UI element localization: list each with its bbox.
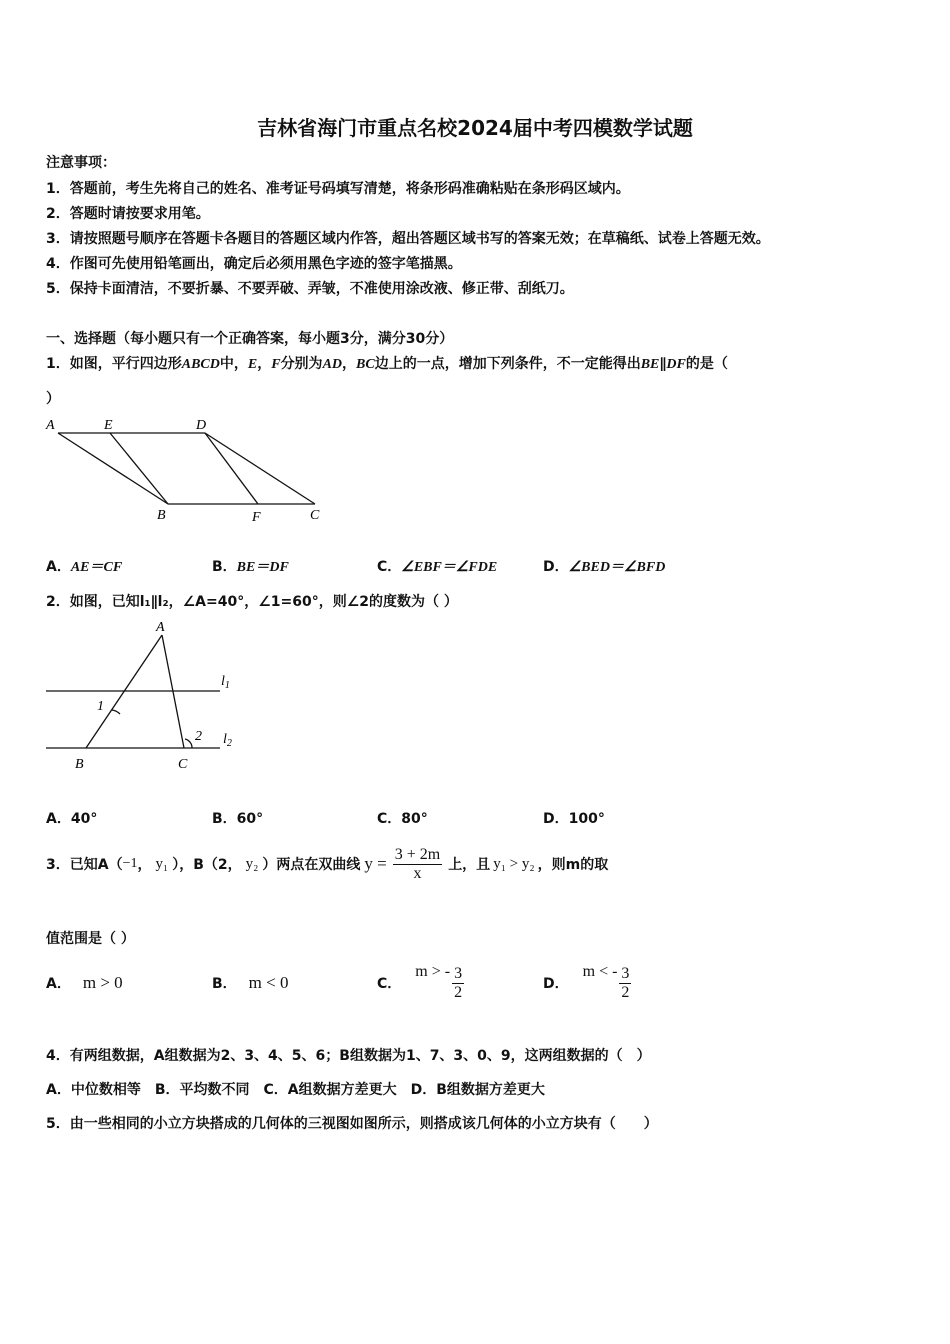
q5-stem: 5．由一些相同的小立方块搭成的几何体的三视图如图所示，则搭成该几何体的小立方块有（ ） bbox=[46, 1116, 658, 1132]
notice-item-3: 3．请按照题号顺序在答题卡各题目的答题区域内作答，超出答题区域书写的答案无效；在草稿纸、试卷上答题无效。 bbox=[46, 231, 770, 247]
q2-parallel-lines-figure bbox=[40, 615, 250, 775]
label-angle-2: 2 bbox=[195, 729, 202, 744]
notice-heading: 注意事项： bbox=[46, 155, 116, 171]
q1-option-d[interactable]: D．∠BED＝∠BFD bbox=[543, 559, 666, 575]
label-c: C bbox=[178, 757, 188, 772]
q4-stem: 4．有两组数据，A组数据为2、3、4、5、6；B组数据为1、7、3、0、9，这两组数据的（ ） bbox=[46, 1048, 651, 1064]
q3-option-b[interactable]: B． m < 0 bbox=[212, 973, 289, 992]
q1-stem: 1．如图，平行四边形ABCD中，E，F分别为AD，BC边上的一点，增加下列条件，不一定能得出BE∥DF的是（ bbox=[46, 356, 728, 372]
q4-options[interactable]: A．中位数相等 B．平均数不同 C．A组数据方差更大 D．B组数据方差更大 bbox=[46, 1082, 545, 1098]
q1-option-a[interactable]: A．AE＝CF bbox=[46, 559, 123, 575]
notice-item-2: 2．答题时请按要求用笔。 bbox=[46, 206, 210, 222]
label-f: F bbox=[252, 510, 261, 525]
q3-option-d[interactable]: D． m < - $\frac{3}{2}$ bbox=[543, 963, 630, 1001]
q3-stem: 3．已知A（ −1 ， y₁ ），B（2， y₂ ）两点在双曲线 y = $\frac{3 + 2m}{x}$ 上，且 y₁ > y₂ ，则m的取 bbox=[46, 845, 609, 882]
segment-ab bbox=[58, 433, 168, 504]
q2-option-b[interactable]: B．60° bbox=[212, 811, 264, 827]
q1-option-c[interactable]: C．∠EBF＝∠FDE bbox=[377, 559, 498, 575]
label-b: B bbox=[157, 508, 166, 523]
label-l1: $l_1$ bbox=[221, 674, 230, 691]
q1-option-b[interactable]: B．BE＝DF bbox=[212, 559, 289, 575]
label-c: C bbox=[310, 508, 320, 523]
q3-stem-line2: 值范围是（ ） bbox=[46, 931, 135, 947]
label-l2: $l_2$ bbox=[223, 732, 232, 749]
label-d: D bbox=[196, 418, 207, 433]
segment-dc bbox=[205, 433, 315, 504]
q1-parallelogram-figure bbox=[40, 412, 340, 530]
q2-option-c[interactable]: C．80° bbox=[377, 811, 428, 827]
page-title: 吉林省海门市重点名校2024届中考四模数学试题 bbox=[257, 116, 693, 140]
notice-item-5: 5．保持卡面清洁，不要折暴、不要弄破、弄皱，不准使用涂改液、修正带、刮纸刀。 bbox=[46, 281, 574, 297]
q2-stem: 2．如图，已知l₁∥l₂，∠A=40°，∠1=60°，则∠2的度数为（ ） bbox=[46, 594, 458, 610]
segment-be bbox=[110, 433, 168, 504]
label-e: E bbox=[104, 418, 113, 433]
label-angle-1: 1 bbox=[97, 699, 104, 714]
section-heading: 一、选择题（每小题只有一个正确答案，每小题3分，满分30分） bbox=[46, 331, 454, 347]
label-b: B bbox=[75, 757, 84, 772]
q3-option-a[interactable]: A． m > 0 bbox=[46, 973, 123, 992]
label-a: A bbox=[156, 620, 165, 635]
notice-item-1: 1．答题前，考生先将自己的姓名、准考证号码填写清楚，将条形码准确粘贴在条形码区域内。 bbox=[46, 181, 630, 197]
segment-df bbox=[205, 433, 258, 504]
q3-equation-lhs: y = bbox=[364, 854, 387, 873]
q3-equation-fraction: $\frac{3 + 2m}{x}$ bbox=[394, 845, 441, 882]
q3-option-c[interactable]: C． m > - $\frac{3}{2}$ bbox=[377, 963, 463, 1001]
notice-item-4: 4．作图可先使用铅笔画出，确定后必须用黑色字迹的签字笔描黑。 bbox=[46, 256, 462, 272]
angle-1-arc bbox=[112, 710, 120, 714]
q2-option-d[interactable]: D．100° bbox=[543, 811, 605, 827]
q1-stem-close: ） bbox=[46, 391, 60, 407]
angle-2-arc bbox=[185, 739, 192, 748]
q2-option-a[interactable]: A．40° bbox=[46, 811, 98, 827]
label-a: A bbox=[46, 418, 55, 433]
